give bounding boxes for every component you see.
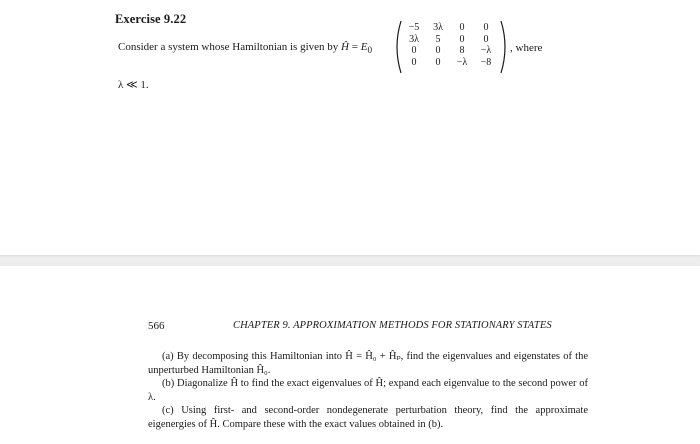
matrix-cell: 3λ	[409, 33, 419, 45]
matrix-cell: 5	[435, 33, 441, 45]
energy-prefactor-sub: 0	[367, 45, 373, 56]
chapter-heading: CHAPTER 9. APPROXIMATION METHODS FOR STATIONARY STATES	[233, 320, 552, 331]
page-number: 566	[148, 320, 165, 332]
matrix-cell: −5	[408, 22, 420, 33]
lambda-condition: λ ≪ 1.	[118, 79, 149, 91]
matrix-cell: 0	[435, 45, 441, 56]
matrix-cell: 0	[459, 22, 465, 33]
intro-sentence	[118, 41, 372, 55]
exercise-title: Exercise 9.22	[115, 12, 187, 26]
part-label: (b)	[162, 378, 175, 390]
part-text: Diagonalize Ĥ to find the exact eigenvalues of Ĥ; expand each eigenvalue to the second power of λ.	[148, 378, 589, 403]
matrix-cell: −λ	[456, 56, 468, 68]
energy-prefactor: E	[360, 41, 368, 53]
exercise-parts	[148, 350, 588, 432]
where-text: , where	[510, 42, 543, 54]
matrix-cell: 0	[459, 33, 465, 45]
part-b	[148, 377, 588, 404]
part-label: (c)	[162, 405, 174, 417]
intro-text: Consider a system whose Hamiltonian is given by	[118, 41, 339, 53]
part-a	[148, 350, 588, 377]
part-text: Using first- and second-order nondegenerate perturbation theory, find the approximate eigenergies of Ĥ. Compare these with the exact values obtained in (b).	[148, 405, 589, 430]
matrix-cell: −λ	[480, 45, 492, 56]
part-label: (a)	[162, 351, 174, 362]
matrix-cell: −8	[480, 56, 492, 68]
matrix-cell: 0	[411, 45, 417, 56]
matrix-cell: 0	[483, 22, 489, 33]
equals-sign: =	[351, 41, 358, 53]
matrix-grid	[402, 22, 498, 68]
matrix-cell: 0	[411, 56, 417, 68]
part-text: By decomposing this Hamiltonian into Ĥ = Ĥ₀ + Ĥₚ, find the eigenvalues and eigenstates of the unperturbed Hamiltonian Ĥ₀.	[148, 351, 589, 376]
hamiltonian-symbol: Ĥ	[341, 41, 349, 53]
hamiltonian-matrix	[393, 20, 509, 74]
matrix-cell: 0	[435, 56, 441, 68]
matrix-cell: 8	[459, 45, 465, 56]
part-c	[148, 404, 588, 431]
matrix-cell: 0	[483, 33, 489, 45]
matrix-cell: 3λ	[433, 22, 443, 33]
